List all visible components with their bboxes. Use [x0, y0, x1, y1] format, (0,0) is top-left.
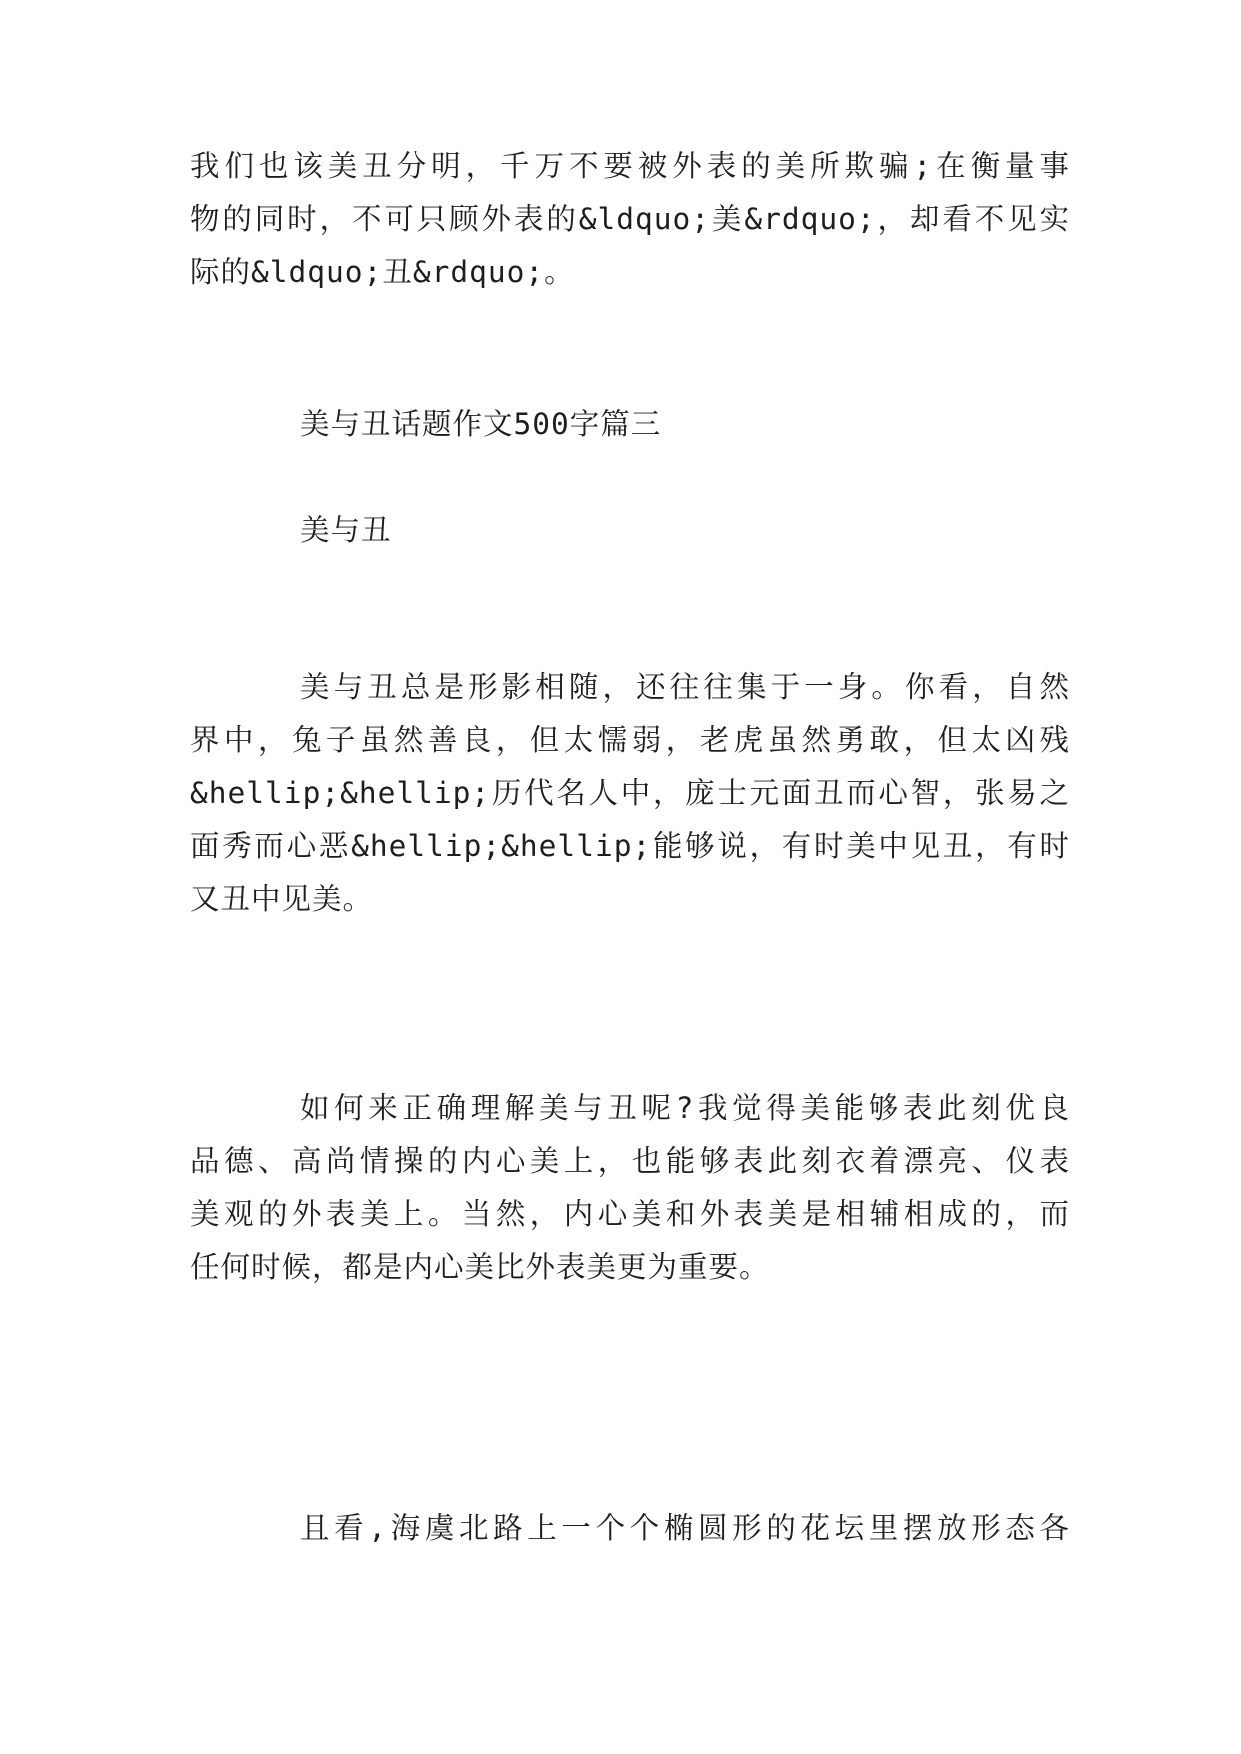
intro-line-2: 物的同时，不可只顾外表的&ldquo;美&rdquo;，却看不见实 [190, 202, 1070, 236]
paragraph-1-line-1: 美与丑总是形影相随，还往往集于一身。你看，自然 [300, 670, 1070, 704]
essay-title: 美与丑 [300, 513, 392, 547]
paragraph-1-line-4: 面秀而心恶&hellip;&hellip;能够说，有时美中见丑，有时 [190, 829, 1070, 863]
paragraph-2-line-1: 如何来正确理解美与丑呢?我觉得美能够表此刻优良 [300, 1091, 1070, 1125]
section-heading: 美与丑话题作文500字篇三 [300, 407, 662, 441]
paragraph-2-line-3: 美观的外表美上。当然，内心美和外表美是相辅相成的，而 [190, 1197, 1070, 1231]
intro-line-1: 我们也该美丑分明，千万不要被外表的美所欺骗;在衡量事 [190, 149, 1070, 183]
intro-line-3: 际的&ldquo;丑&rdquo;。 [190, 255, 575, 289]
paragraph-1-line-3: &hellip;&hellip;历代名人中，庞士元面丑而心智，张易之 [190, 776, 1070, 810]
paragraph-3-line-1: 且看,海虞北路上一个个椭圆形的花坛里摆放形态各 [300, 1511, 1070, 1545]
paragraph-2-line-4: 任何时候，都是内心美比外表美更为重要。 [190, 1250, 770, 1284]
paragraph-1-line-2: 界中，兔子虽然善良，但太懦弱，老虎虽然勇敢，但太凶残 [190, 723, 1070, 757]
paragraph-2-line-2: 品德、高尚情操的内心美上，也能够表此刻衣着漂亮、仪表 [190, 1144, 1070, 1178]
paragraph-1-line-5: 又丑中见美。 [190, 882, 374, 916]
